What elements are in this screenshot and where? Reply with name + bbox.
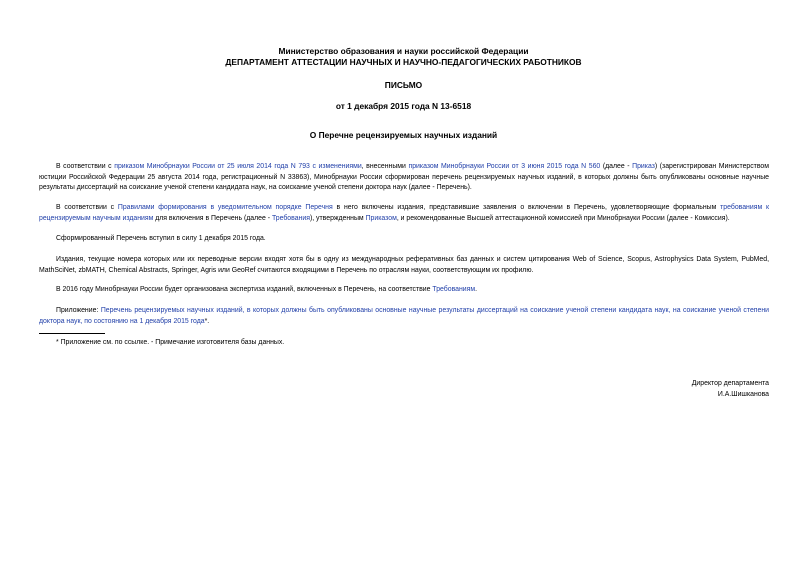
signature-position: Директор департамента: [691, 380, 769, 387]
appendix-list-link[interactable]: Перечень рецензируемых научных изданий, в которых должны быть опубликованы основные научные результаты диссертаций на соискание ученой степени кандидата наук, на соискание ученой степени доктора наук, по состоянию на 1 декабря 2015 года: [39, 307, 770, 325]
footnote-text: * Приложение см. по ссылке. - Примечание изготовителя базы данных.: [56, 339, 285, 346]
paragraph-3-text: Сформированный Перечень вступил в силу 1 декабря 2015 года.: [56, 235, 266, 242]
order-short-link[interactable]: Приказ: [632, 163, 655, 170]
paragraph-4-text: Издания, текущие номера которых или их переводные версии входят хотя бы в одну из международных реферативных баз данных и систем цитирования Web of Science, Scopus, Astrophysics Data System, PubMed, MathSciNet, zbMATH, Chemical Abstracts, Springer, Agris или GeoRef считаются входящими в Перечень по отраслям науки, соответствующим их профилю.: [39, 256, 769, 274]
paragraph-6-appendix: [39, 306, 769, 327]
order-approval-link[interactable]: Приказом: [365, 214, 397, 222]
paragraph-1: [39, 162, 769, 194]
paragraph-2-text-a: В соответствии с: [56, 204, 118, 211]
footnote: [39, 338, 769, 349]
paragraph-2: [39, 203, 769, 224]
requirements-short-link[interactable]: Требования: [271, 214, 310, 222]
paragraph-4: [39, 255, 769, 276]
paragraph-5-text-a: В 2016 году Минобрнауки России будет организована экспертиза изданий, включенных в Перечень, на соответствие: [56, 286, 433, 293]
requirements-link[interactable]: требованиям к рецензируемым научным изданиям: [39, 204, 770, 222]
signature-name: И.А.Шишканова: [717, 391, 769, 398]
appendix-label: Приложение:: [56, 307, 101, 314]
paragraph-1-text-d: ) (зарегистрирован Министерством юстиции Российской Федерации 25 августа 2014 года, регистрационный N 33863), Минобрнауки России сформирован перечень рецензируемых научных изданий, в которых должны быть опубликованы основные научные результаты диссертаций на соискание ученой степени кандидата наук, на соискание ученой степени доктора наук (далее - Перечень).: [39, 163, 769, 191]
paragraph-5: [39, 285, 769, 296]
paragraph-5-text-b: .: [475, 286, 478, 293]
appendix-mark: *.: [204, 317, 210, 325]
paragraph-2-text-d: ), утвержденным: [309, 214, 366, 222]
department-name: ДЕПАРТАМЕНТ АТТЕСТАЦИИ НАУЧНЫХ И НАУЧНО-ПЕДАГОГИЧЕСКИХ РАБОТНИКОВ: [225, 57, 582, 67]
document-subject: О Перечне рецензируемых научных изданий: [309, 130, 498, 140]
order-560-link[interactable]: приказом Минобрнауки России от 3 июня 2015 года N 560: [408, 163, 601, 170]
paragraph-2-text-b: в него включены издания, представившие заявления о включении в Перечень, удовлетворяющие формальным: [332, 204, 721, 211]
paragraph-1-text-c: (далее -: [600, 163, 633, 170]
paragraph-3: [39, 234, 769, 245]
paragraph-1-text-b: , внесенными: [361, 163, 409, 170]
ministry-name: Министерство образования и науки российской Федерации: [278, 46, 529, 56]
footnote-divider: [39, 333, 105, 334]
paragraph-2-text-c: для включения в Перечень (далее -: [153, 214, 272, 222]
order-793-link[interactable]: приказом Минобрнауки России от 25 июля 2014 года N 793 с изменениями: [114, 163, 362, 170]
document-type: ПИСЬМО: [384, 80, 423, 90]
paragraph-2-text-e: , и рекомендованные Высшей аттестационной комиссией при Минобрнауки России (далее - Комиссия).: [396, 214, 730, 222]
rules-link[interactable]: Правилами формирования в уведомительном порядке Перечня: [117, 204, 333, 211]
requirements-final-link[interactable]: Требованиям: [432, 286, 476, 293]
paragraph-1-text-a: В соответствии с: [56, 163, 115, 170]
document-date-number: от 1 декабря 2015 года N 13-6518: [335, 101, 472, 111]
